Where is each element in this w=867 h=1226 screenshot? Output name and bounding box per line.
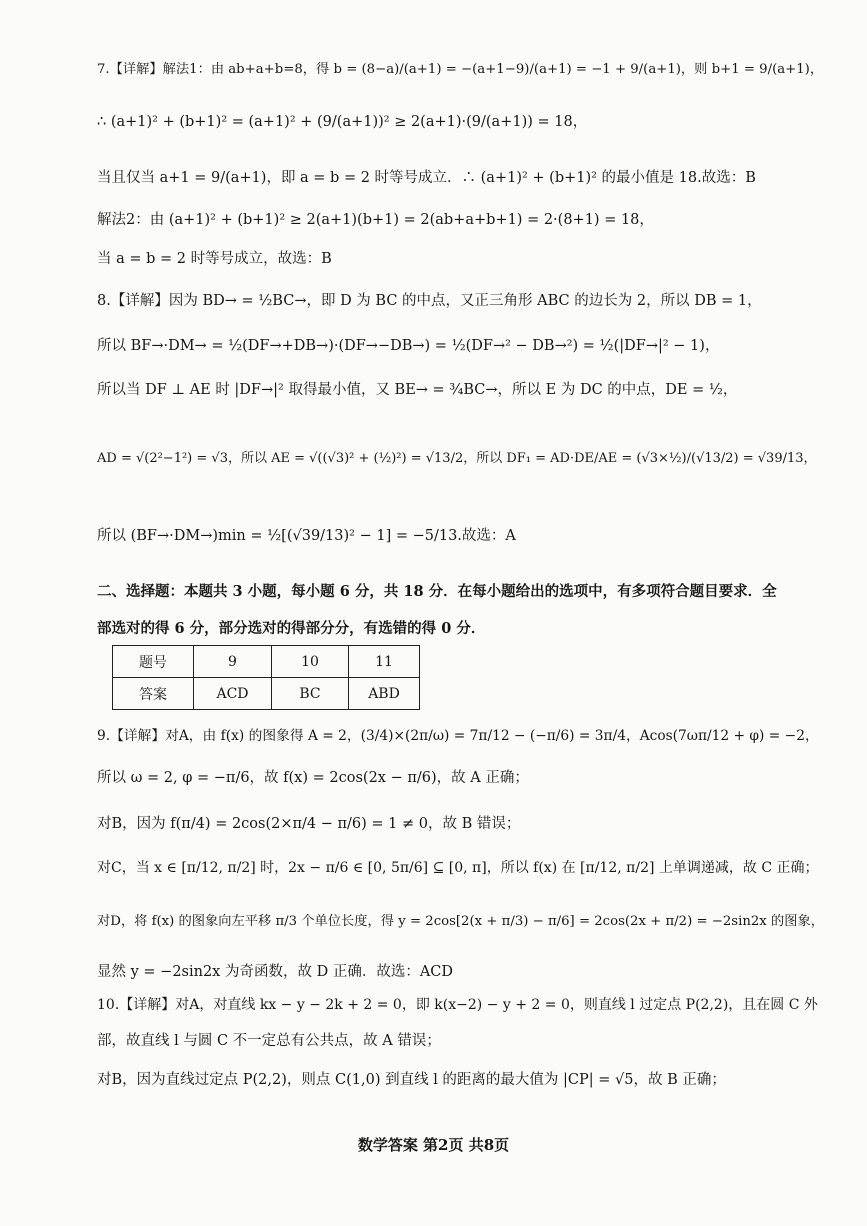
q8-line5: 所以 (BF→·DM→)min = ½[(√39/13)² − 1] = −5/13.故选：A — [97, 528, 516, 544]
q10-line1: 10.【详解】对A，对直线 kx − y − 2k + 2 = 0，即 k(x−2) − y + 2 = 0，则直线 l 过定点 P(2,2)，且在圆 C 外 — [97, 997, 818, 1013]
table-row — [113, 678, 420, 710]
q7-method2-line2: 当 a = b = 2 时等号成立，故选：B — [97, 251, 332, 267]
table-cell: BC — [272, 678, 349, 710]
q9-line1: 9.【详解】对A，由 f(x) 的图象得 A = 2，(3/4)×(2π/ω) = 7π/12 − (−π/6) = 3π/4，Acos(7ωπ/12 + φ) = −2， — [97, 728, 819, 744]
answer-table — [112, 645, 420, 710]
section-heading-line1: 二、选择题：本题共 3 小题，每小题 6 分，共 18 分．在每小题给出的选项中，有多项符合题目要求．全 — [97, 583, 777, 600]
table-cell: 答案 — [113, 678, 194, 710]
q7-method1-line2: ∴ (a+1)² + (b+1)² = (a+1)² + (9/(a+1))² ≥ 2(a+1)·(9/(a+1)) = 18， — [97, 114, 588, 130]
q7-method1-line3: 当且仅当 a+1 = 9/(a+1)，即 a = b = 2 时等号成立．∴ (a+1)² + (b+1)² 的最小值是 18.故选：B — [97, 170, 756, 186]
q9-line4: 对C，当 x ∈ [π/12, π/2] 时，2x − π/6 ∈ [0, 5π/6] ⊆ [0, π]，所以 f(x) 在 [π/12, π/2] 上单调递减，故 C 正确； — [97, 860, 819, 876]
table-cell: 10 — [272, 646, 349, 678]
q8-line3: 所以当 DF ⊥ AE 时 |DF→|² 取得最小值，又 BE→ = ¾BC→，所以 E 为 DC 的中点，DE = ½， — [97, 382, 738, 398]
page-footer: 数学答案 第2页 共8页 — [357, 1136, 510, 1154]
section-heading-line2: 部选对的得 6 分，部分选对的得部分分，有选错的得 0 分． — [97, 620, 486, 637]
q8-line2: 所以 BF→·DM→ = ½(DF→+DB→)·(DF→−DB→) = ½(DF→² − DB→²) = ½(|DF→|² − 1)， — [97, 338, 720, 354]
table-cell: ACD — [194, 678, 272, 710]
q7-method1-line1: 7.【详解】解法1：由 ab+a+b=8，得 b = (8−a)/(a+1) = −(a+1−9)/(a+1) = −1 + 9/(a+1)，则 b+1 = 9/(a+1)， — [97, 62, 824, 77]
q7-method2-line1: 解法2：由 (a+1)² + (b+1)² ≥ 2(a+1)(b+1) = 2(ab+a+b+1) = 2·(8+1) = 18， — [97, 212, 654, 228]
q10-line3: 对B，因为直线过定点 P(2,2)，则点 C(1,0) 到直线 l 的距离的最大值为 |CP| = √5，故 B 正确； — [97, 1072, 726, 1088]
table-cell: 题号 — [113, 646, 194, 678]
q9-line3: 对B，因为 f(π/4) = 2cos(2×π/4 − π/6) = 1 ≠ 0，故 B 错误； — [97, 816, 521, 832]
table-cell: ABD — [349, 678, 420, 710]
q10-line2: 部，故直线 l 与圆 C 不一定总有公共点，故 A 错误； — [97, 1033, 441, 1049]
q8-line1: 8.【详解】因为 BD→ = ½BC→，即 D 为 BC 的中点，又正三角形 ABC 的边长为 2，所以 DB = 1， — [97, 293, 762, 309]
table-row — [113, 646, 420, 678]
q8-line4: AD = √(2²−1²) = √3，所以 AE = √((√3)² + (½)²) = √13/2，所以 DF₁ = AD·DE/AE = (√3×½)/(√13/2) = √39/13， — [97, 451, 817, 466]
q9-line2: 所以 ω = 2, φ = −π/6，故 f(x) = 2cos(2x − π/6)，故 A 正确； — [97, 770, 529, 786]
table-cell: 11 — [349, 646, 420, 678]
q9-line6: 显然 y = −2sin2x 为奇函数，故 D 正确．故选：ACD — [97, 964, 454, 980]
table-cell: 9 — [194, 646, 272, 678]
q9-line5: 对D，将 f(x) 的图象向左平移 π/3 个单位长度，得 y = 2cos[2(x + π/3) − π/6] = 2cos(2x + π/2) = −2sin2x 的图象， — [97, 914, 824, 929]
